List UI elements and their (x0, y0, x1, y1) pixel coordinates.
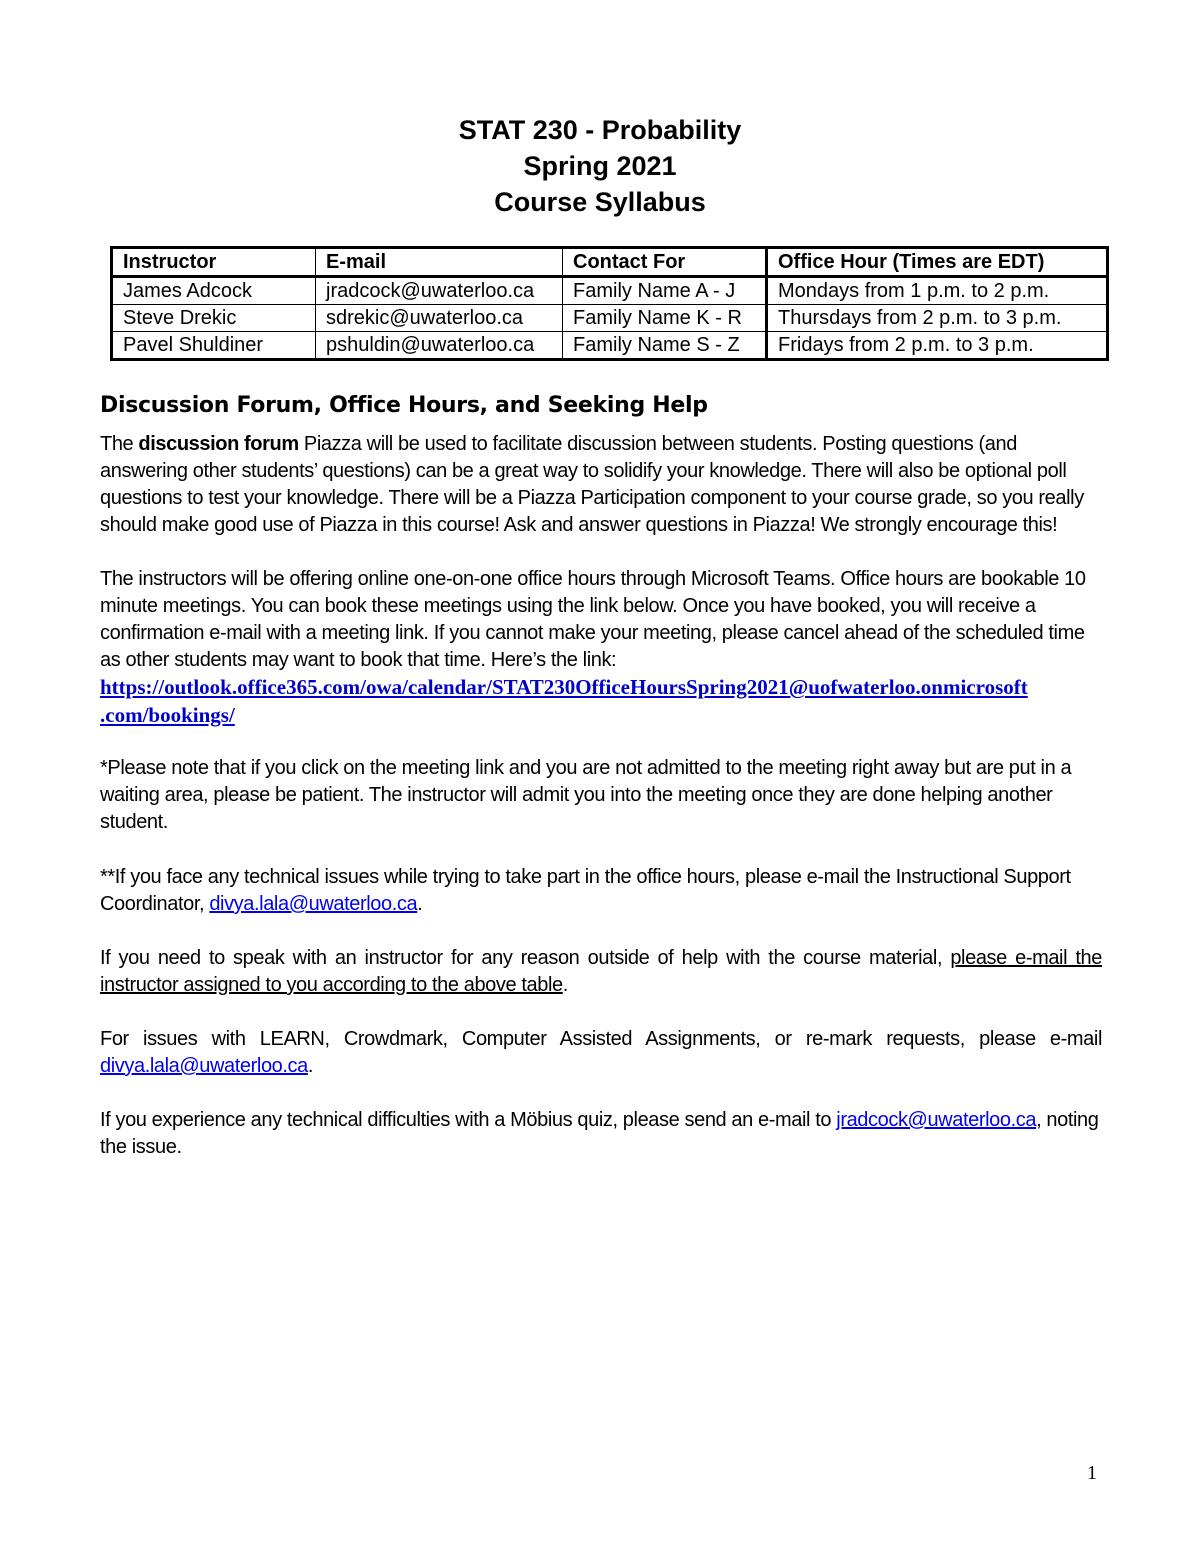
contact-for: Family Name K - R (563, 305, 767, 332)
contact-for: Family Name S - Z (563, 332, 767, 360)
mobius-support-email-link[interactable]: jradcock@uwaterloo.ca (836, 1109, 1037, 1131)
p7-prefix: If you experience any technical difficulties with a Möbius quiz, please send an e-mail to (100, 1109, 837, 1131)
p4-prefix: **If you face any technical issues while trying to take part in the office hours, please e-mail the Instructional Support Coordinator, (100, 866, 1071, 915)
office-hour: Thursdays from 2 p.m. to 3 p.m. (767, 305, 1108, 332)
instructor-email: jradcock@uwaterloo.ca (316, 277, 563, 305)
instructor-email: sdrekic@uwaterloo.ca (316, 305, 563, 332)
p1-text: Piazza will be used to facilitate discussion between students. Posting questions (and answering other students’ questions) can be a great way to solidify your knowledge. There will also be optional poll questions to test your knowledge. There will be a Piazza Participation component to your course grade, so you really should make good use of Piazza in this course! Ask and answer questions in Piazza! We strongly encourage this! (100, 433, 1084, 536)
support-coordinator-email-link[interactable]: divya.lala@uwaterloo.ca (209, 893, 418, 915)
column-header-office-hour: Office Hour (Times are EDT) (767, 248, 1108, 277)
instructor-name: James Adcock (112, 277, 316, 305)
instructor-email: pshuldin@uwaterloo.ca (316, 332, 563, 360)
discussion-forum-bold: discussion forum (138, 433, 299, 455)
table-header-row (112, 248, 1108, 277)
p5-underlined: please e-mail the instructor assigned to you according to the above table (100, 947, 1102, 996)
contact-for: Family Name A - J (563, 277, 767, 305)
mobius-issues-paragraph (100, 1107, 1102, 1161)
booking-link[interactable] (100, 675, 1028, 727)
waiting-area-note (100, 755, 1102, 836)
section-heading: Discussion Forum, Office Hours, and Seeking Help (100, 393, 708, 418)
p6-suffix: . (307, 1055, 314, 1077)
p3-text: *Please note that if you click on the meeting link and you are not admitted to the meeting right away but are put in a waiting area, please be patient. The instructor will admit you into the meeting once they are done helping another student. (100, 757, 1072, 833)
p6-prefix: For issues with LEARN, Crowdmark, Computer Assisted Assignments, or re-mark requests, please e-mail (100, 1028, 1102, 1050)
page-number: 1 (1087, 1462, 1097, 1484)
p7-suffix: , noting the issue. (100, 1109, 1099, 1158)
term-title: Spring 2021 (523, 151, 677, 181)
booking-link-line1: https://outlook.office365.com/owa/calendar/STAT230OfficeHoursSpring2021@uofwaterloo.onmicrosoft (100, 675, 1028, 699)
office-hour: Mondays from 1 p.m. to 2 p.m. (767, 277, 1108, 305)
p4-suffix: . (417, 893, 423, 915)
learn-support-email-link[interactable]: divya.lala@uwaterloo.ca (100, 1055, 308, 1077)
column-header-contact-for: Contact For (563, 248, 767, 277)
office-hour: Fridays from 2 p.m. to 3 p.m. (767, 332, 1108, 360)
learn-issues-paragraph (100, 1026, 1102, 1080)
p1-prefix: The (100, 433, 139, 455)
column-header-email: E-mail (316, 248, 563, 277)
technical-issues-note (100, 864, 1102, 918)
table-row (112, 277, 1108, 305)
table-row (112, 305, 1108, 332)
booking-link-line2: .com/bookings/ (100, 703, 235, 727)
table-row (112, 332, 1108, 360)
course-title: STAT 230 - Probability (458, 115, 742, 145)
instructor-contacts-table (110, 246, 1109, 361)
p5-suffix: . (562, 974, 568, 996)
office-hours-paragraph (100, 566, 1102, 730)
document-title-block (0, 112, 1200, 220)
p2-text: The instructors will be offering online one-on-one office hours through Microsoft Teams. Office hours are bookable 10 minute meetings. You can book these meetings using the link below. Once you have booked, you will receive a confirmation e-mail with a meeting link. If you cannot make your meeting, please cancel ahead of the scheduled time as other students may want to book that time. Here’s the link: (100, 568, 1086, 671)
instructor-name: Pavel Shuldiner (112, 332, 316, 360)
column-header-instructor: Instructor (112, 248, 316, 277)
discussion-forum-paragraph (100, 431, 1102, 539)
instructor-contact-paragraph (100, 945, 1102, 999)
instructor-name: Steve Drekic (112, 305, 316, 332)
p5-prefix: If you need to speak with an instructor for any reason outside of help with the course material, (100, 947, 951, 969)
document-subtitle: Course Syllabus (494, 187, 706, 217)
